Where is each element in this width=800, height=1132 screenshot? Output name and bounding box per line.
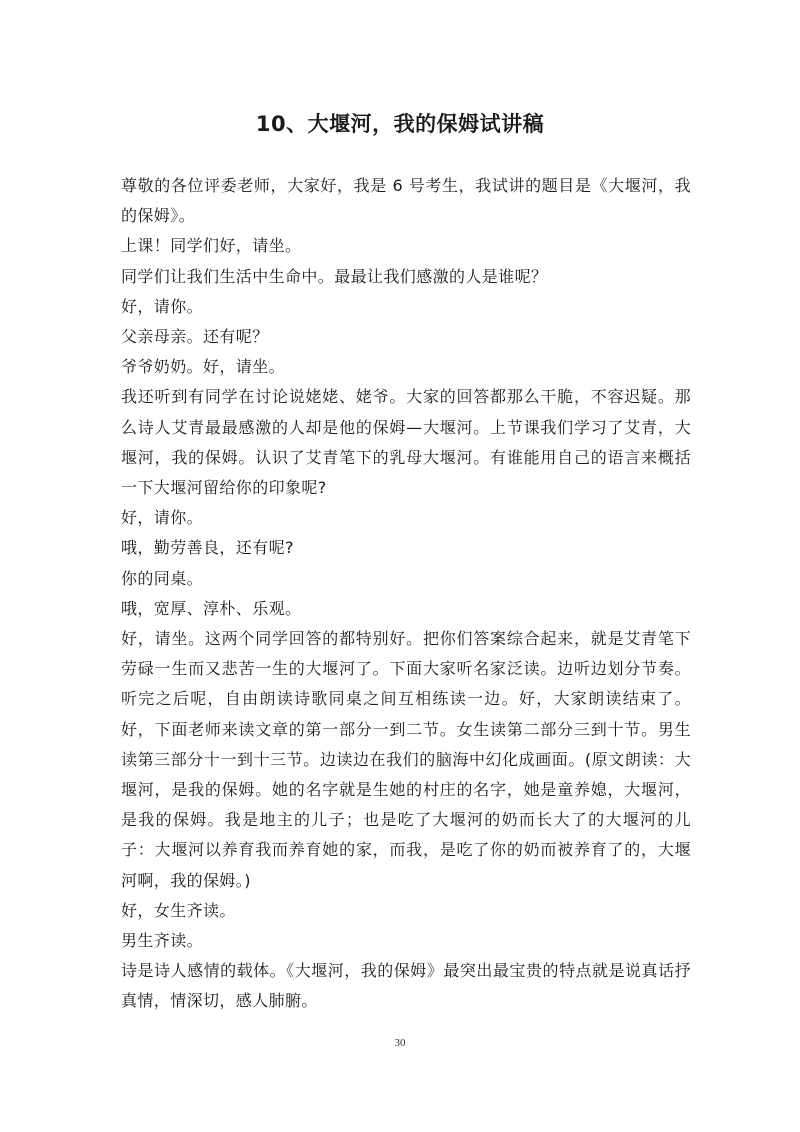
paragraph: 诗是诗人感情的载体。《大堰河，我的保姆》最突出最宝贵的特点就是说真话抒真情，情深切，感人肺腑。 xyxy=(121,961,691,1011)
paragraph: 好，请你。 xyxy=(121,296,204,316)
paragraph: 父亲母亲。还有呢？ xyxy=(121,327,269,347)
page-title: 10、大堰河，我的保姆试讲稿 xyxy=(255,112,545,136)
paragraph: 哦，宽厚、淳朴、乐观。 xyxy=(121,598,302,618)
paragraph: 好，请你。 xyxy=(121,508,204,528)
paragraph: 好，女生齐读。 xyxy=(121,900,236,920)
paragraph: 爷爷奶奶。好，请坐。 xyxy=(121,357,286,377)
page-number: 30 xyxy=(394,1037,406,1049)
paragraph: 你的同桌。 xyxy=(121,568,204,588)
paragraph: 我还听到有同学在讨论说姥姥、姥爷。大家的回答都那么干脆，不容迟疑。那么诗人艾青最最感激的人却是他的保姆—大堰河。上节课我们学习了艾青，大堰河，我的保姆。认识了艾青笔下的乳母大堰河。有谁能用自己的语言来概括一下大堰河留给你的印象呢? xyxy=(121,387,691,498)
paragraph: 男生齐读。 xyxy=(121,931,204,951)
paragraph: 上课！同学们好，请坐。 xyxy=(121,236,302,256)
document-body xyxy=(121,171,691,1017)
paragraph: 好，请坐。这两个同学回答的都特别好。把你们答案综合起来，就是艾青笔下劳碌一生而又悲苦一生的大堰河了。下面大家听名家泛读。边听边划分节奏。听完之后呢，自由朗读诗歌同桌之间互相练读一边。好，大家朗读结束了。好，下面老师来读文章的第一部分一到二节。女生读第二部分三到十节。男生读第三部分十一到十三节。边读边在我们的脑海中幻化成画面。(原文朗读：大堰河，是我的保姆。她的名字就是生她的村庄的名字，她是童养媳，大堰河，是我的保姆。我是地主的儿子；也是吃了大堰河的奶而长大了的大堰河的儿子：大堰河以养育我而养育她的家，而我，是吃了你的奶而被养育了的，大堰河啊，我的保姆。) xyxy=(121,629,691,890)
paragraph: 同学们让我们生活中生命中。最最让我们感激的人是谁呢？ xyxy=(121,266,548,286)
paragraph-intro: 尊敬的各位评委老师，大家好，我是 6 号考生，我试讲的题目是《大堰河，我的保姆》。 xyxy=(121,176,691,226)
paragraph: 哦，勤劳善良，还有呢? xyxy=(121,538,294,558)
